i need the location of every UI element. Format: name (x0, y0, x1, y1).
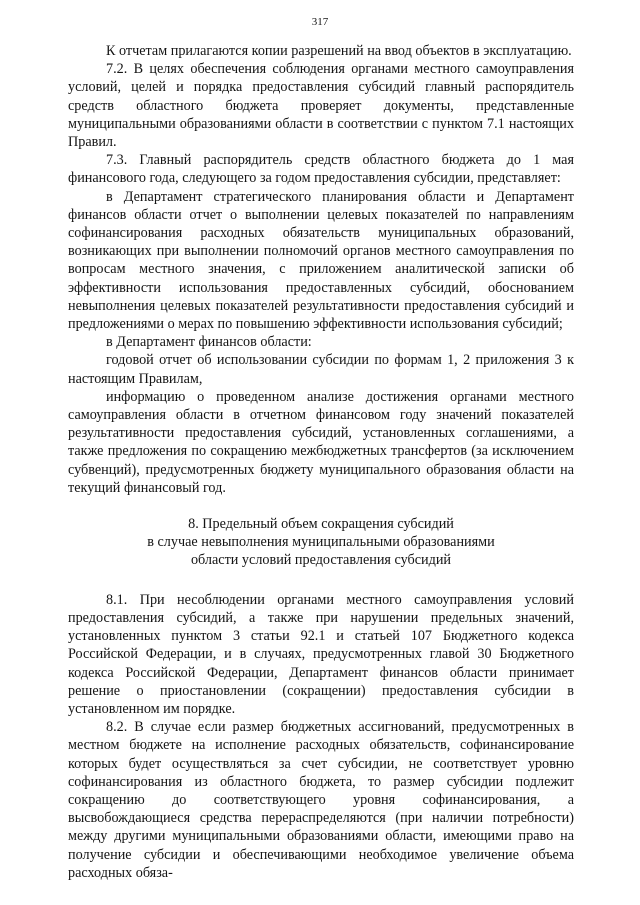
paragraph-7-3: 7.3. Главный распорядитель средств областного бюджета до 1 мая финансового года, следующего за годом предоставления субсидии, представляет: (68, 152, 574, 187)
section-heading-line-1: 8. Предельный объем сокращения субсидий (188, 516, 454, 533)
paragraph-permits-attached: К отчетам прилагаются копии разрешений на ввод объектов в эксплуатацию. (106, 43, 572, 59)
section-heading-line-2: в случае невыполнения муниципальными образованиями (147, 534, 495, 551)
paragraph-strategic-planning-report: в Департамент стратегического планирования области и Департамент финансов области отчет о выполнении целевых показателей по направлениям софинансирования расходных обязательств муниципальных образований, возникающих при выполнении полномочий органов местного самоуправления по вопросам местного значения, с приложением аналитической записки об эффективности использования предоставленных субсидий, обоснованием невыполнения целевых показателей результативности предоставления субсидий и предложениями о мерах по повышению эффективности использования субсидий; (68, 188, 574, 333)
section-heading (68, 515, 574, 570)
paragraph-8-1: 8.1. При несоблюдении органами местного самоуправления условий предоставления субсидий, а также при нарушении предельных значений, установленных пунктом 3 статьи 92.1 и статьей 107 Бюджетного кодекса Российской Федерации, и в случаях, предусмотренных главой 30 Бюджетного кодекса Российской Федерации, Департамент финансов области принимает решение о приостановлении (сокращении) предоставления субсидии в установленном им порядке. (68, 591, 574, 717)
paragraph-7-2: 7.2. В целях обеспечения соблюдения органами местного самоуправления условий, целей и порядка предоставления субсидий главный распорядитель средств областного бюджета проверяет документы, представленные муниципальными образованиями области в соответствии с пунктом 7.1 настоящих Правил. (68, 61, 574, 151)
paragraph-finance-department: в Департамент финансов области: (106, 334, 312, 351)
page-number: 317 (311, 16, 329, 28)
paragraph-8-2: 8.2. В случае если размер бюджетных ассигнований, предусмотренных в местном бюджете на исполнение расходных обязательств, софинансирование которых будет осуществляться за счет субсидии, не соответствует уровню софинансирования из областного бюджета, то размер субсидии подлежит сокращению до соответствующего уровня софинансирования, а высвобождающиеся средства перераспределяются (при наличии потребности) между другими муниципальными образованиями области, имеющими право на получение субсидии и обеспечивающими необходимое увеличение объема расходных обяза- (68, 719, 574, 881)
section-heading-line-3: области условий предоставления субсидий (190, 552, 452, 569)
paragraph-analysis-information: информацию о проведенном анализе достижения органами местного самоуправления области в отчетном финансовом году значений показателей результативности предоставления субсидий, установленных соглашениями, а также предложения по сокращению межбюджетных трансфертов (за исключением субвенций), предусмотренных бюджету муниципального образования области на текущий финансовый год. (68, 388, 574, 496)
paragraph-annual-report: годовой отчет об использовании субсидии по формам 1, 2 приложения 3 к настоящим Правилам, (68, 352, 574, 387)
document-body (68, 42, 574, 882)
